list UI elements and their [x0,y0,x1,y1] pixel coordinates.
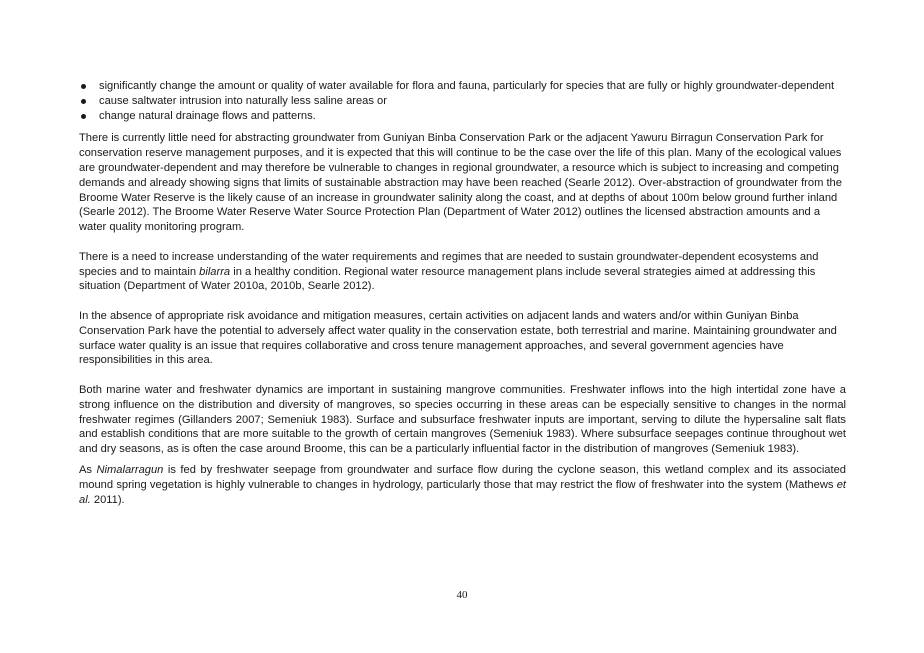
bullet-text: significantly change the amount or quality of water available for flora and fauna, particularly for species that are fully or highly groundwater-dependent [99,80,835,92]
paragraph-water-quality: In the absence of appropriate risk avoidance and mitigation measures, certain activities on adjacent lands and waters and/or within Guniyan Binba Conservation Park have the potential to adversely affect water quality in the conservation estate, both terrestrial and marine. Maintaining groundwater and surface water quality is an issue that requires collaborative and cross tenure management approaches, and several government agencies have responsibilities in this area. [79,309,837,367]
body-text [79,79,846,522]
paragraph-groundwater-abstraction: There is currently little need for abstracting groundwater from Guniyan Binba Conservation Park or the adjacent Yawuru Birragun Conservation Park for conservation reserve management purposes, and it is expected that this will continue to be the case over the life of this plan. Many of the ecological values are groundwater-dependent and may therefore be vulnerable to changes in regional groundwater, a resource which is subject to increasing and competing demands and already showing signs that limits of sustainable abstraction may have been reached (Searle 2012). Over-abstraction of groundwater from the Broome Water Reserve is the likely cause of an increase in groundwater salinity along the coast, and at depths of about 100m below ground further inland (Searle 2012). The Broome Water Reserve Water Source Protection Plan (Department of Water 2012) outlines the licensed abstraction amounts and a water quality monitoring program. [79,132,842,234]
bullet-icon [81,114,86,119]
italic-term: Nimalarragun [96,463,164,476]
bullet-list [79,79,846,123]
bullet-icon [81,84,86,89]
list-item [79,79,846,94]
list-item [79,109,846,124]
bullet-text: cause saltwater intrusion into naturally less saline areas or [99,94,387,107]
list-item [79,94,846,109]
italic-term: et al. [79,478,846,506]
page-number: 40 [456,589,468,601]
bullet-text: change natural drainage flows and patterns. [99,109,316,122]
paragraph-nimalarragun: As Nimalarragun is fed by freshwater seepage from groundwater and surface flow during the cyclone season, this wetland complex and its associated mound spring vegetation is highly vulnerable to changes in hydrology, particularly those that may restrict the flow of freshwater into the system (Mathews et al. 2011). [79,463,846,506]
paragraph-water-requirements: There is a need to increase understanding of the water requirements and regimes that are needed to sustain groundwater-dependent ecosystems and species and to maintain bilarra in a healthy condition. Regional water resource management plans include several strategies aimed at addressing this situation (Department of Water 2010a, 2010b, Searle 2012). [79,250,819,293]
bullet-icon [81,99,86,104]
paragraph-mangroves: Both marine water and freshwater dynamics are important in sustaining mangrove communities. Freshwater inflows into the high intertidal zone have a strong influence on the distribution and diversity of mangroves, so species occurring in these areas can be especially sensitive to changes in the normal freshwater regimes (Gillanders 2007; Semeniuk 1983). Surface and subsurface freshwater inputs are important, serving to dilute the hypersaline salt flats and establish conditions that are more suitable to the growth of certain mangroves (Semeniuk 1983). Where subsurface seepages continue throughout wet and dry seasons, as is often the case around Broome, this can be a particularly influential factor in the distribution of mangroves (Semeniuk 1983). [79,383,846,456]
italic-term: bilarra [199,265,231,278]
